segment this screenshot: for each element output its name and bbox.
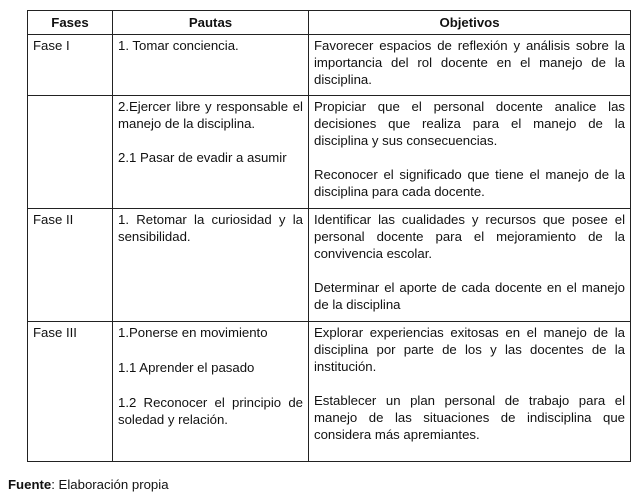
objetivo-item: Establecer un plan personal de trabajo para el manejo de las situaciones de indisciplina que considera más apremiantes. — [314, 393, 625, 442]
pautas-cell — [113, 209, 309, 322]
pauta-item: 1.2 Reconocer el principio de soledad y relación. — [118, 395, 303, 427]
objetivo-item: Explorar experiencias exitosas en el manejo de la disciplina por parte de los y las docentes de la institución. — [314, 325, 625, 374]
objetivos-cell — [309, 322, 631, 462]
header-pautas: Pautas — [113, 11, 309, 35]
table-row — [28, 322, 631, 462]
fase-cell — [28, 96, 113, 209]
fase-cell: Fase I — [28, 35, 113, 96]
pauta-item: 1.Ponerse en movimiento — [118, 325, 268, 340]
table-row — [28, 35, 631, 96]
header-objetivos: Objetivos — [309, 11, 631, 35]
header-fases: Fases — [28, 11, 113, 35]
objetivo-item: Determinar el aporte de cada docente en el manejo de la disciplina — [314, 280, 625, 312]
table-row — [28, 96, 631, 209]
pauta-item: 1.1 Aprender el pasado — [118, 360, 255, 375]
pautas-cell — [113, 322, 309, 462]
pauta-item: 2.1 Pasar de evadir a asumir — [118, 150, 287, 165]
pautas-cell — [113, 96, 309, 209]
fase-cell: Fase III — [28, 322, 113, 462]
table-header-row — [28, 11, 631, 35]
fase-cell: Fase II — [28, 209, 113, 322]
table-row — [28, 209, 631, 322]
pautas-cell — [113, 35, 309, 96]
pauta-item: 1. Retomar la curiosidad y la sensibilidad. — [118, 212, 303, 244]
phases-table — [27, 10, 631, 462]
pauta-item: 2.Ejercer libre y responsable el manejo de la disciplina. — [118, 99, 303, 131]
objetivo-item: Identificar las cualidades y recursos que posee el personal docente para el mejoramiento de la convivencia escolar. — [314, 212, 625, 261]
source-text: : Elaboración propia — [51, 477, 169, 492]
objetivo-item: Propiciar que el personal docente analice las decisiones que realiza para el manejo de la disciplina y sus consecuencias. — [314, 99, 625, 148]
objetivos-cell — [309, 35, 631, 96]
objetivo-item: Reconocer el significado que tiene el manejo de la disciplina para cada docente. — [314, 167, 625, 199]
source-label: Fuente — [8, 477, 52, 492]
source-note — [8, 477, 169, 492]
objetivos-cell — [309, 96, 631, 209]
objetivo-item: Favorecer espacios de reflexión y análisis sobre la importancia del rol docente en el manejo de la disciplina. — [314, 38, 625, 87]
pauta-item: 1. Tomar conciencia. — [118, 38, 239, 53]
objetivos-cell — [309, 209, 631, 322]
